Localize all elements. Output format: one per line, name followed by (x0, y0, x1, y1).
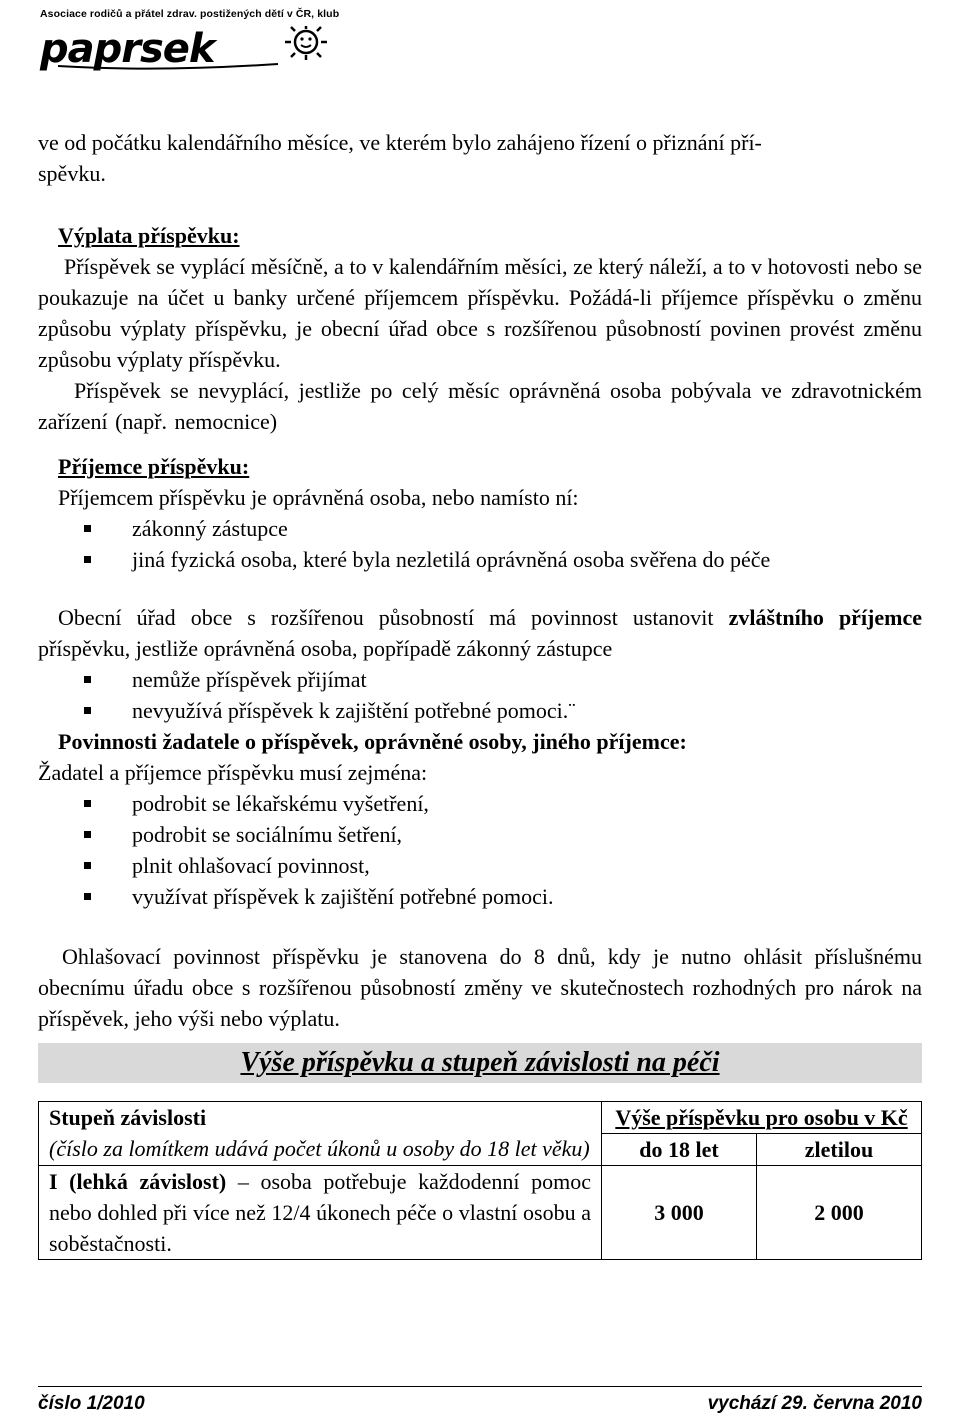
vyplata-paragraph-2: Příspěvek se nevyplácí, jestliže po celý měsíc oprávněná osoba pobývala ve zdravotnickém zařízení (např. nemocnice) (38, 378, 922, 434)
list-item: zákonný zástupce (38, 513, 922, 544)
list-item: podrobit se lékařskému vyšetření, (38, 788, 922, 819)
subheading-cell: do 18 let (602, 1134, 757, 1166)
section-heading-povinnosti: Povinnosti žadatele o příspěvek, oprávněné osoby, jiného příjemce: (58, 729, 687, 754)
zvlastni-list (38, 664, 922, 726)
article-body (38, 127, 922, 1034)
list-item: podrobit se sociálnímu šetření, (38, 819, 922, 850)
intro-line: ve od počátku kalendářního měsíce, ve kterém bylo zahájeno řízení o přiznání pří- (38, 130, 762, 155)
col-heading-vyse: Výše příspěvku pro osobu v Kč (615, 1105, 908, 1130)
list-item: plnit ohlašovací povinnost, (38, 850, 922, 881)
masthead (38, 4, 338, 72)
logo-text: paprsek (40, 26, 215, 72)
table-title-banner (38, 1043, 922, 1083)
povinnosti-list (38, 788, 922, 912)
section-heading-vyplata: Výplata příspěvku: (58, 223, 240, 248)
table-title: Výše příspěvku a stupeň závislosti na péči (240, 1047, 720, 1078)
sun-icon (285, 26, 327, 60)
footer-issue: číslo 1/2010 (38, 1393, 145, 1414)
povinnosti-intro: Žadatel a příjemce příspěvku musí zejména: (38, 760, 428, 785)
table-cell-value: 2 000 (757, 1166, 922, 1260)
table-cell-value: 3 000 (602, 1166, 757, 1260)
col-heading-stupen: Stupeň závislosti (49, 1105, 207, 1130)
table-header-cell (39, 1102, 602, 1166)
dependency-table (38, 1101, 922, 1260)
list-item: nevyužívá příspěvek k zajištění potřebné pomoci.¨ (38, 695, 922, 726)
association-name: Asociace rodičů a přátel zdrav. postižených dětí v ČR, klub (40, 8, 340, 20)
vyplata-paragraph: Příspěvek se vyplácí měsíčně, a to v kalendářním měsíci, ze který náleží, a to v hotovosti nebo se poukazuje na účet u banky určené příjemcem příspěvku. Požádá-li příjemce příspěvku o změnu způsobu výplaty příspěvku, je obecní úřad obce s rozšířenou působností povinen provést změnu způsobu výplaty příspěvku. (38, 254, 922, 372)
list-item: jiná fyzická osoba, které byla nezletilá oprávněná osoba svěřena do péče (38, 544, 922, 575)
footer-rule (38, 1386, 922, 1387)
list-item: nemůže příspěvek přijímat (38, 664, 922, 695)
section-heading-prijemce: Příjemce příspěvku: (58, 454, 250, 479)
table-header-cell (602, 1102, 922, 1134)
zvlastni-prijemce-term: zvláštního příjemce (728, 605, 923, 630)
col-note: (číslo za lomítkem udává počet úkonů u osoby do 18 let věku) (49, 1136, 590, 1161)
subheading-cell: zletilou (757, 1134, 922, 1166)
intro-line: spěvku. (38, 161, 106, 186)
zvlastni-paragraph: Obecní úřad obce s rozšířenou působností má povinnost ustanovit zvláštního příjemce příspěvku, jestliže oprávněná osoba, popřípadě zákonný zástupce (38, 605, 923, 661)
paprsek-logo (38, 26, 338, 72)
footer-date: vychází 29. června 2010 (707, 1393, 922, 1414)
prijemce-list (38, 513, 922, 575)
prijemce-intro: Příjemcem příspěvku je oprávněná osoba, nebo namísto ní: (58, 485, 579, 510)
ohlasovaci-paragraph: Ohlašovací povinnost příspěvku je stanovena do 8 dnů, kdy je nutno ohlásit příslušnému obecnímu úřadu obce s rozšířenou působností změny ve skutečnostech rozhodných pro nárok na příspěvek, jeho výši nebo výplatu. (38, 944, 922, 1031)
table-row-label: I (lehká závislost) – osoba potřebuje každodenní pomoc nebo dohled při více než 12/4 úkonech péče o vlastní osobu a soběstačnosti. (39, 1166, 602, 1260)
list-item: využívat příspěvek k zajištění potřebné pomoci. (38, 881, 922, 912)
